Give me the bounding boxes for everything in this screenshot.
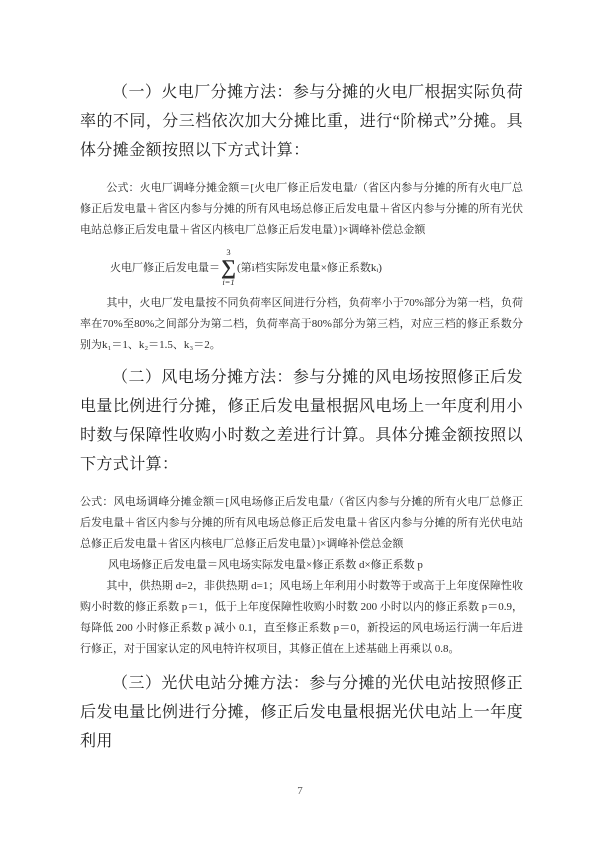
para-pv-intro: （三）光伏电站分摊方法：参与分摊的光伏电站按照修正后发电量比例进行分摊，修正后发电量根据光伏电站上一年度利用 xyxy=(80,675,523,750)
formula-wind-corrected-output: 风电场修正后发电量＝风电场实际发电量×修正系数 d×修正系数 p xyxy=(108,559,423,571)
document-body xyxy=(80,78,523,756)
formula-rhs: (第i档实际发电量×修正系数kᵢ) xyxy=(236,262,382,274)
summation-upper-limit: 3 xyxy=(226,247,231,257)
formula-thermal-corrected-output xyxy=(110,246,523,288)
summation-icon xyxy=(221,248,236,286)
sigma-symbol: ∑ xyxy=(221,254,236,279)
para-wind-formula: 公式：风电场调峰分摊金额＝[风电场修正后发电量/（省区内参与分摊的所有火电厂总修正后发电量＋省区内参与分摊的所有风电场总修正后发电量＋省区内参与分摊的所有光伏电站总修正后发电量＋省区内核电厂总修正后发电量）]×调峰补偿总金额 xyxy=(80,496,523,550)
page-number: 7 xyxy=(297,785,303,797)
summation-lower-limit: i=1 xyxy=(222,276,235,287)
para-thermal-intro: （一）火电厂分摊方法：参与分摊的火电厂根据实际负荷率的不同，分三档依次加大分摊比重，进行“阶梯式”分摊。具体分摊金额按照以下方式计算： xyxy=(80,84,523,159)
para-thermal-formula: 公式：火电厂调峰分摊金额＝[火电厂修正后发电量/（省区内参与分摊的所有火电厂总修正后发电量＋省区内参与分摊的所有风电场总修正后发电量＋省区内参与分摊的所有光伏电站总修正后发电量＋省区内核电厂总修正后发电量）]×调峰补偿总金额 xyxy=(80,182,523,236)
para-thermal-tiers: 其中，火电厂发电量按不同负荷率区间进行分档，负荷率小于70%部分为第一档，负荷率在70%至80%之间部分为第二档，负荷率高于80%部分为第三档，对应三档的修正系数分别为k₁＝1、k₂＝1.5、k₃＝2。 xyxy=(80,297,523,351)
para-wind-coefficients: 其中，供热期 d=2，非供热期 d=1；风电场上年利用小时数等于或高于上年度保障性收购小时数的修正系数 p＝1，低于上年度保障性收购小时数 200 小时以内的修正系数 p＝0.9，每降低 200 小时修正系数 p 减小 0.1，直至修正系数 p＝0，新投运的风电场运行满一年后进行修正，对于国家认定的风电特许权项目，其修正值在上述基础上再乘以 0.8。 xyxy=(80,580,523,655)
para-wind-intro: （二）风电场分摊方法：参与分摊的风电场按照修正后发电量比例进行分摊，修正后发电量根据风电场上一年度利用小时数与保障性收购小时数之差进行计算。具体分摊金额按照以下方式计算： xyxy=(80,369,523,473)
formula-lhs: 火电厂修正后发电量＝ xyxy=(110,262,220,274)
